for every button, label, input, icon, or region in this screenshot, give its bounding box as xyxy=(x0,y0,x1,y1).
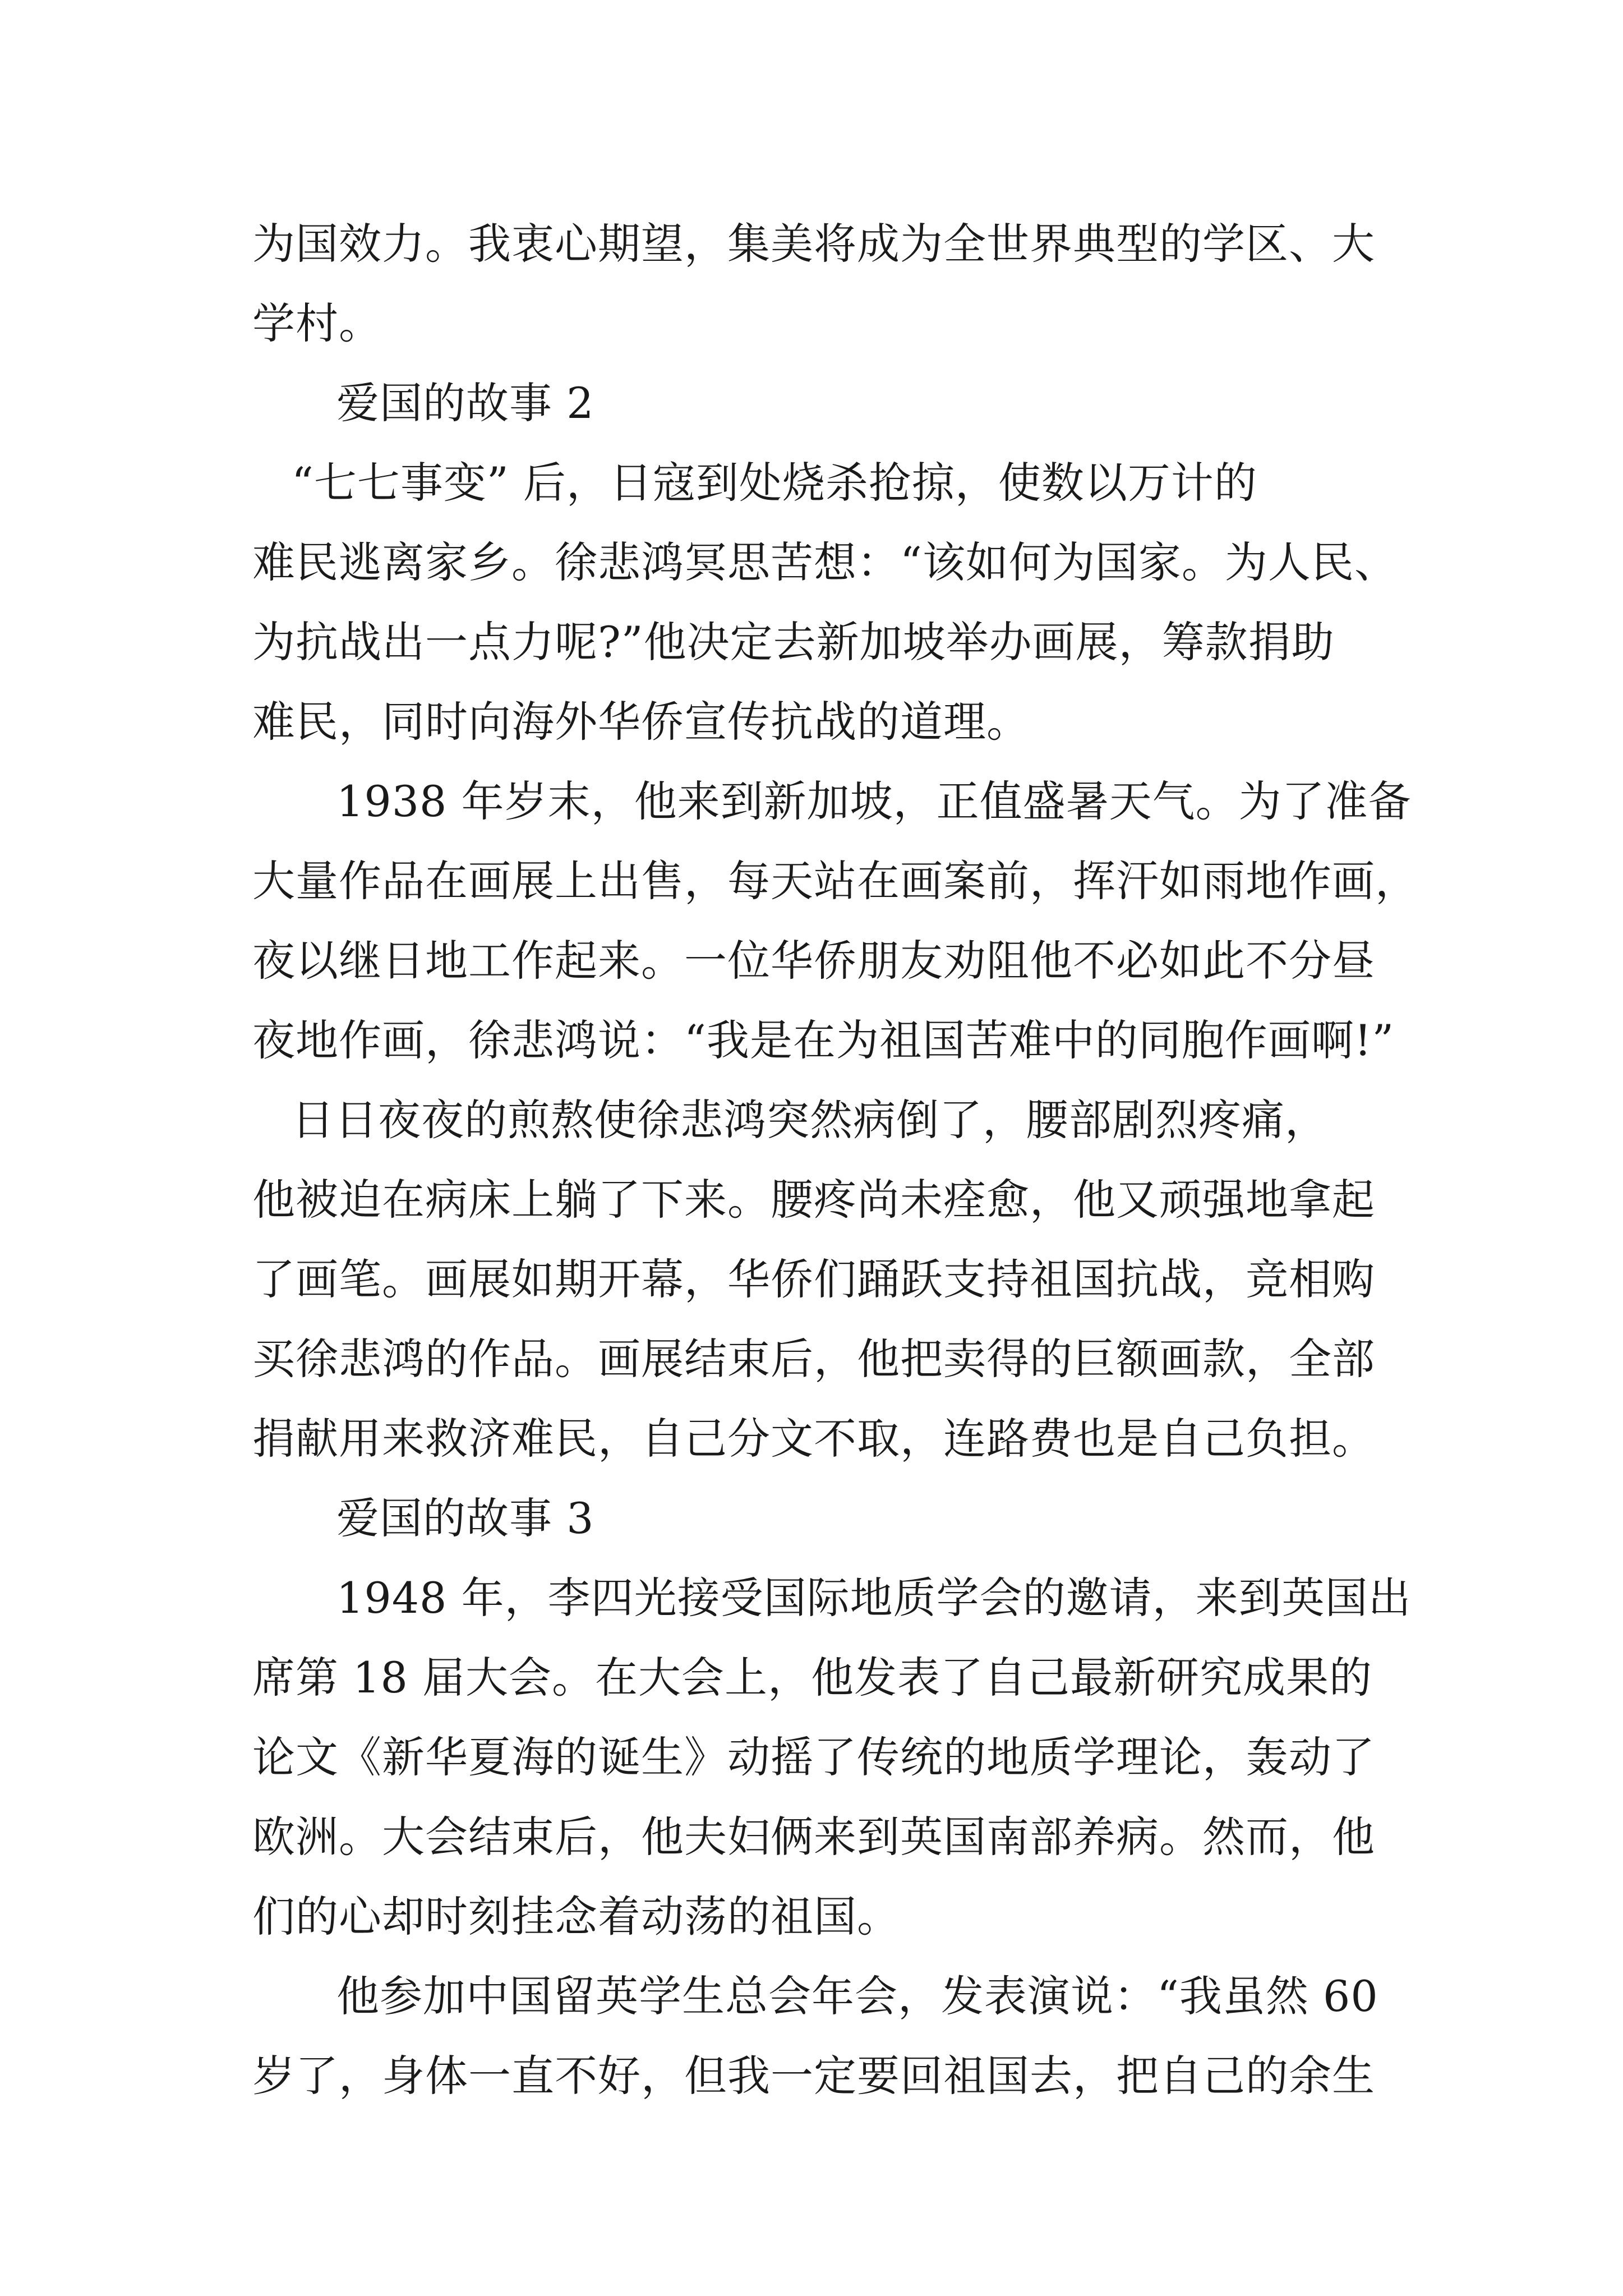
paragraph-line: 日日夜夜的煎熬使徐悲鸿突然病倒了，腰部剧烈疼痛， xyxy=(292,1095,1328,1145)
paragraph-line: 为抗战出一点力呢?”他决定去新加坡举办画展，筹款捐助 xyxy=(252,617,1335,667)
paragraph-line: 夜地作画，徐悲鸿说：“我是在为祖国苦难中的同胞作画啊!” xyxy=(252,1015,1395,1065)
paragraph-line: 夜以继日地工作起来。一位华侨朋友劝阻他不必如此不分昼 xyxy=(252,936,1375,986)
paragraph-line: 买徐悲鸿的作品。画展结束后，他把卖得的巨额画款，全部 xyxy=(252,1334,1375,1384)
paragraph-line: 欧洲。大会结束后，他夫妇俩来到英国南部养病。然而，他 xyxy=(252,1812,1375,1862)
section-heading: 爱国的故事 2 xyxy=(336,378,594,428)
paragraph-line: “七七事变” 后，日寇到处烧杀抢掠，使数以万计的 xyxy=(292,458,1257,508)
paragraph-line: 大量作品在画展上出售，每天站在画案前，挥汗如雨地作画， xyxy=(252,856,1418,906)
paragraph-line: 了画笔。画展如期开幕，华侨们踊跃支持祖国抗战，竞相购 xyxy=(252,1254,1375,1304)
paragraph-line: 席第 18 届大会。在大会上，他发表了自己最新研究成果的 xyxy=(252,1653,1373,1703)
section-heading: 爱国的故事 3 xyxy=(336,1493,594,1543)
paragraph-line: 岁了，身体一直不好，但我一定要回祖国去，把自己的余生 xyxy=(252,2051,1375,2101)
paragraph-line: 他参加中国留英学生总会年会，发表演说：“我虽然 60 xyxy=(336,1971,1378,2021)
paragraph-line: 为国效力。我衷心期望，集美将成为全世界典型的学区、大 xyxy=(252,219,1375,269)
paragraph-line: 1948 年，李四光接受国际地质学会的邀请，来到英国出 xyxy=(336,1573,1412,1623)
paragraph-line: 论文《新华夏海的诞生》动摇了传统的地质学理论，轰动了 xyxy=(252,1732,1375,1782)
paragraph-line: 1938 年岁末，他来到新加坡，正值盛暑天气。为了准备 xyxy=(336,776,1412,826)
paragraph-line: 难民，同时向海外华侨宣传抗战的道理。 xyxy=(252,697,1030,747)
paragraph-line: 学村。 xyxy=(252,298,382,348)
paragraph-line: 们的心却时刻挂念着动荡的祖国。 xyxy=(252,1892,900,1941)
paragraph-line: 捐献用来救济难民，自己分文不取，连路费也是自己负担。 xyxy=(252,1414,1375,1464)
paragraph-line: 他被迫在病床上躺了下来。腰疼尚未痊愈，他又顽强地拿起 xyxy=(252,1175,1375,1225)
paragraph-line: 难民逃离家乡。徐悲鸿冥思苦想：“该如何为国家。为人民、 xyxy=(252,537,1398,587)
